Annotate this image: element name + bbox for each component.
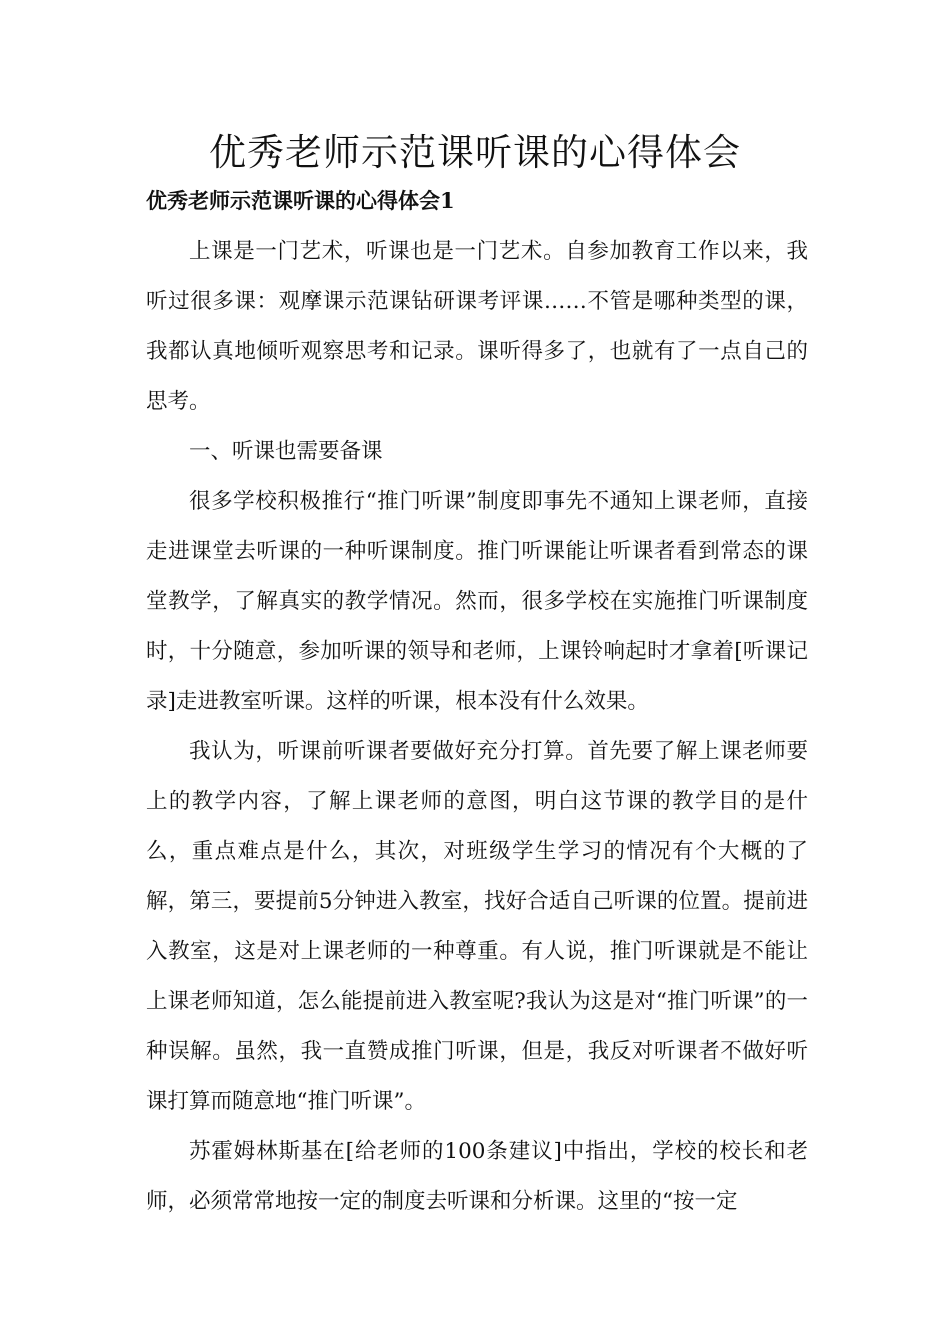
- document-subtitle: 优秀老师示范课听课的心得体会1: [146, 188, 455, 213]
- paragraph: 我认为，听课前听课者要做好充分打算。首先要了解上课老师要上的教学内容，了解上课老师的意图，明白这节课的教学目的是什么，重点难点是什么，其次，对班级学生学习的情况有个大概的了解，第三，要提前5分钟进入教室，找好合适自己听课的位置。提前进入教室，这是对上课老师的一种尊重。有人说，推门听课就是不能让上课老师知道，怎么能提前进入教室呢?我认为这是对“推门听课”的一种误解。虽然，我一直赞成推门听课，但是，我反对听课者不做好听课打算而随意地“推门听课”。: [146, 739, 808, 1114]
- paragraph: 上课是一门艺术，听课也是一门艺术。自参加教育工作以来，我听过很多课：观摩课示范课钻研课考评课……不管是哪种类型的课，我都认真地倾听观察思考和记录。课听得多了，也就有了一点自己的思考。: [146, 239, 808, 414]
- paragraph: 很多学校积极推行“推门听课”制度即事先不通知上课老师，直接走进课堂去听课的一种听课制度。推门听课能让听课者看到常态的课堂教学，了解真实的教学情况。然而，很多学校在实施推门听课制度时，十分随意，参加听课的领导和老师，上课铃响起时才拿着[听课记录]走进教室听课。这样的听课，根本没有什么效果。: [146, 489, 808, 714]
- document-body: [146, 227, 808, 1227]
- paragraph-heading: 一、听课也需要备课: [189, 439, 383, 464]
- paragraph: 苏霍姆林斯基在[给老师的100条建议]中指出，学校的校长和老师，必须常常地按一定的制度去听课和分析课。这里的“按一定: [146, 1139, 808, 1214]
- document-title: 优秀老师示范课听课的心得体会: [209, 131, 741, 174]
